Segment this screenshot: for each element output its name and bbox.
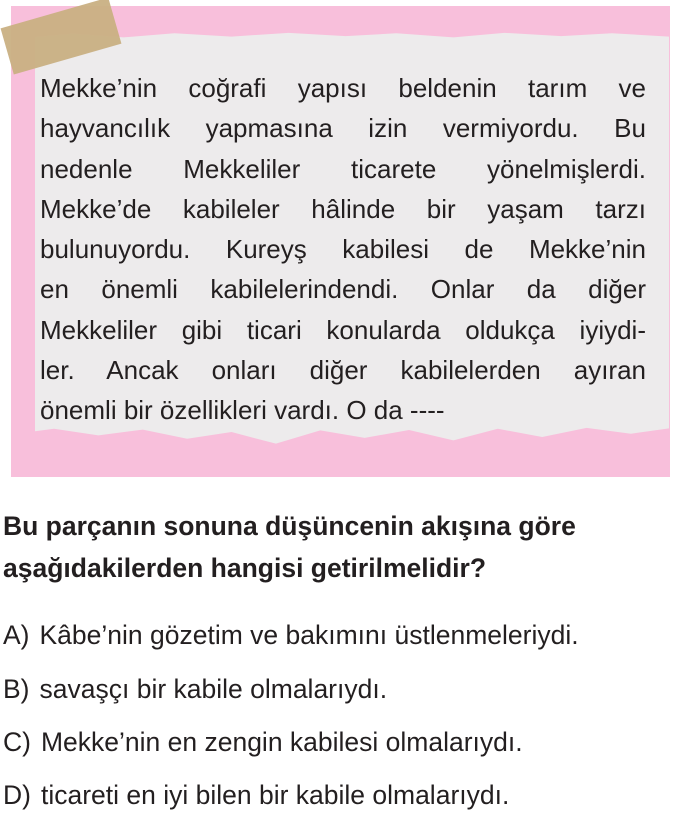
option-letter: D) bbox=[3, 780, 31, 810]
passage-line: nedenle Mekkeliler ticarete yönelmişlerdi. bbox=[40, 153, 646, 184]
question-stem bbox=[3, 505, 683, 589]
question-line: aşağıdakilerden hangisi getirilmelidir? bbox=[3, 553, 487, 583]
option-text: ticareti en iyi bilen bir kabile olmalarıydı. bbox=[40, 780, 510, 810]
question-line: Bu parçanın sonuna düşüncenin akışına göre bbox=[3, 511, 576, 541]
option-d[interactable] bbox=[3, 778, 683, 812]
passage-line: hayvancılık yapmasına izin vermiyordu. Bu bbox=[40, 113, 646, 144]
passage-line: Mekke’nin coğrafi yapısı beldenin tarım ve bbox=[40, 73, 646, 103]
option-letter: A) bbox=[3, 620, 30, 650]
option-text: savaşçı bir kabile olmalarıydı. bbox=[39, 674, 388, 704]
option-c[interactable] bbox=[3, 725, 683, 759]
passage-line: Mekke’de kabileler hâlinde bir yaşam tarzı bbox=[40, 193, 646, 224]
passage-line: Mekkeliler gibi ticari konularda oldukça iyiydi- bbox=[40, 314, 646, 345]
passage-line: ler. Ancak onları diğer kabilelerden ayıran bbox=[40, 355, 646, 386]
option-a[interactable] bbox=[3, 618, 683, 652]
option-text: Mekke’nin en zengin kabilesi olmalarıydı. bbox=[40, 727, 523, 757]
option-text: Kâbe’nin gözetim ve bakımını üstlenmeleriydi. bbox=[39, 620, 579, 650]
option-letter: C) bbox=[3, 727, 31, 757]
option-b[interactable] bbox=[3, 672, 683, 706]
passage-line: bulunuyordu. Kureyş kabilesi de Mekke’nin bbox=[40, 234, 646, 265]
passage-line: en önemli kabilelerindendi. Onlar da diğer bbox=[40, 274, 646, 305]
option-letter: B) bbox=[3, 674, 30, 704]
passage-line: önemli bir özellikleri vardı. O da ---- bbox=[40, 395, 445, 426]
passage-text bbox=[40, 68, 646, 431]
